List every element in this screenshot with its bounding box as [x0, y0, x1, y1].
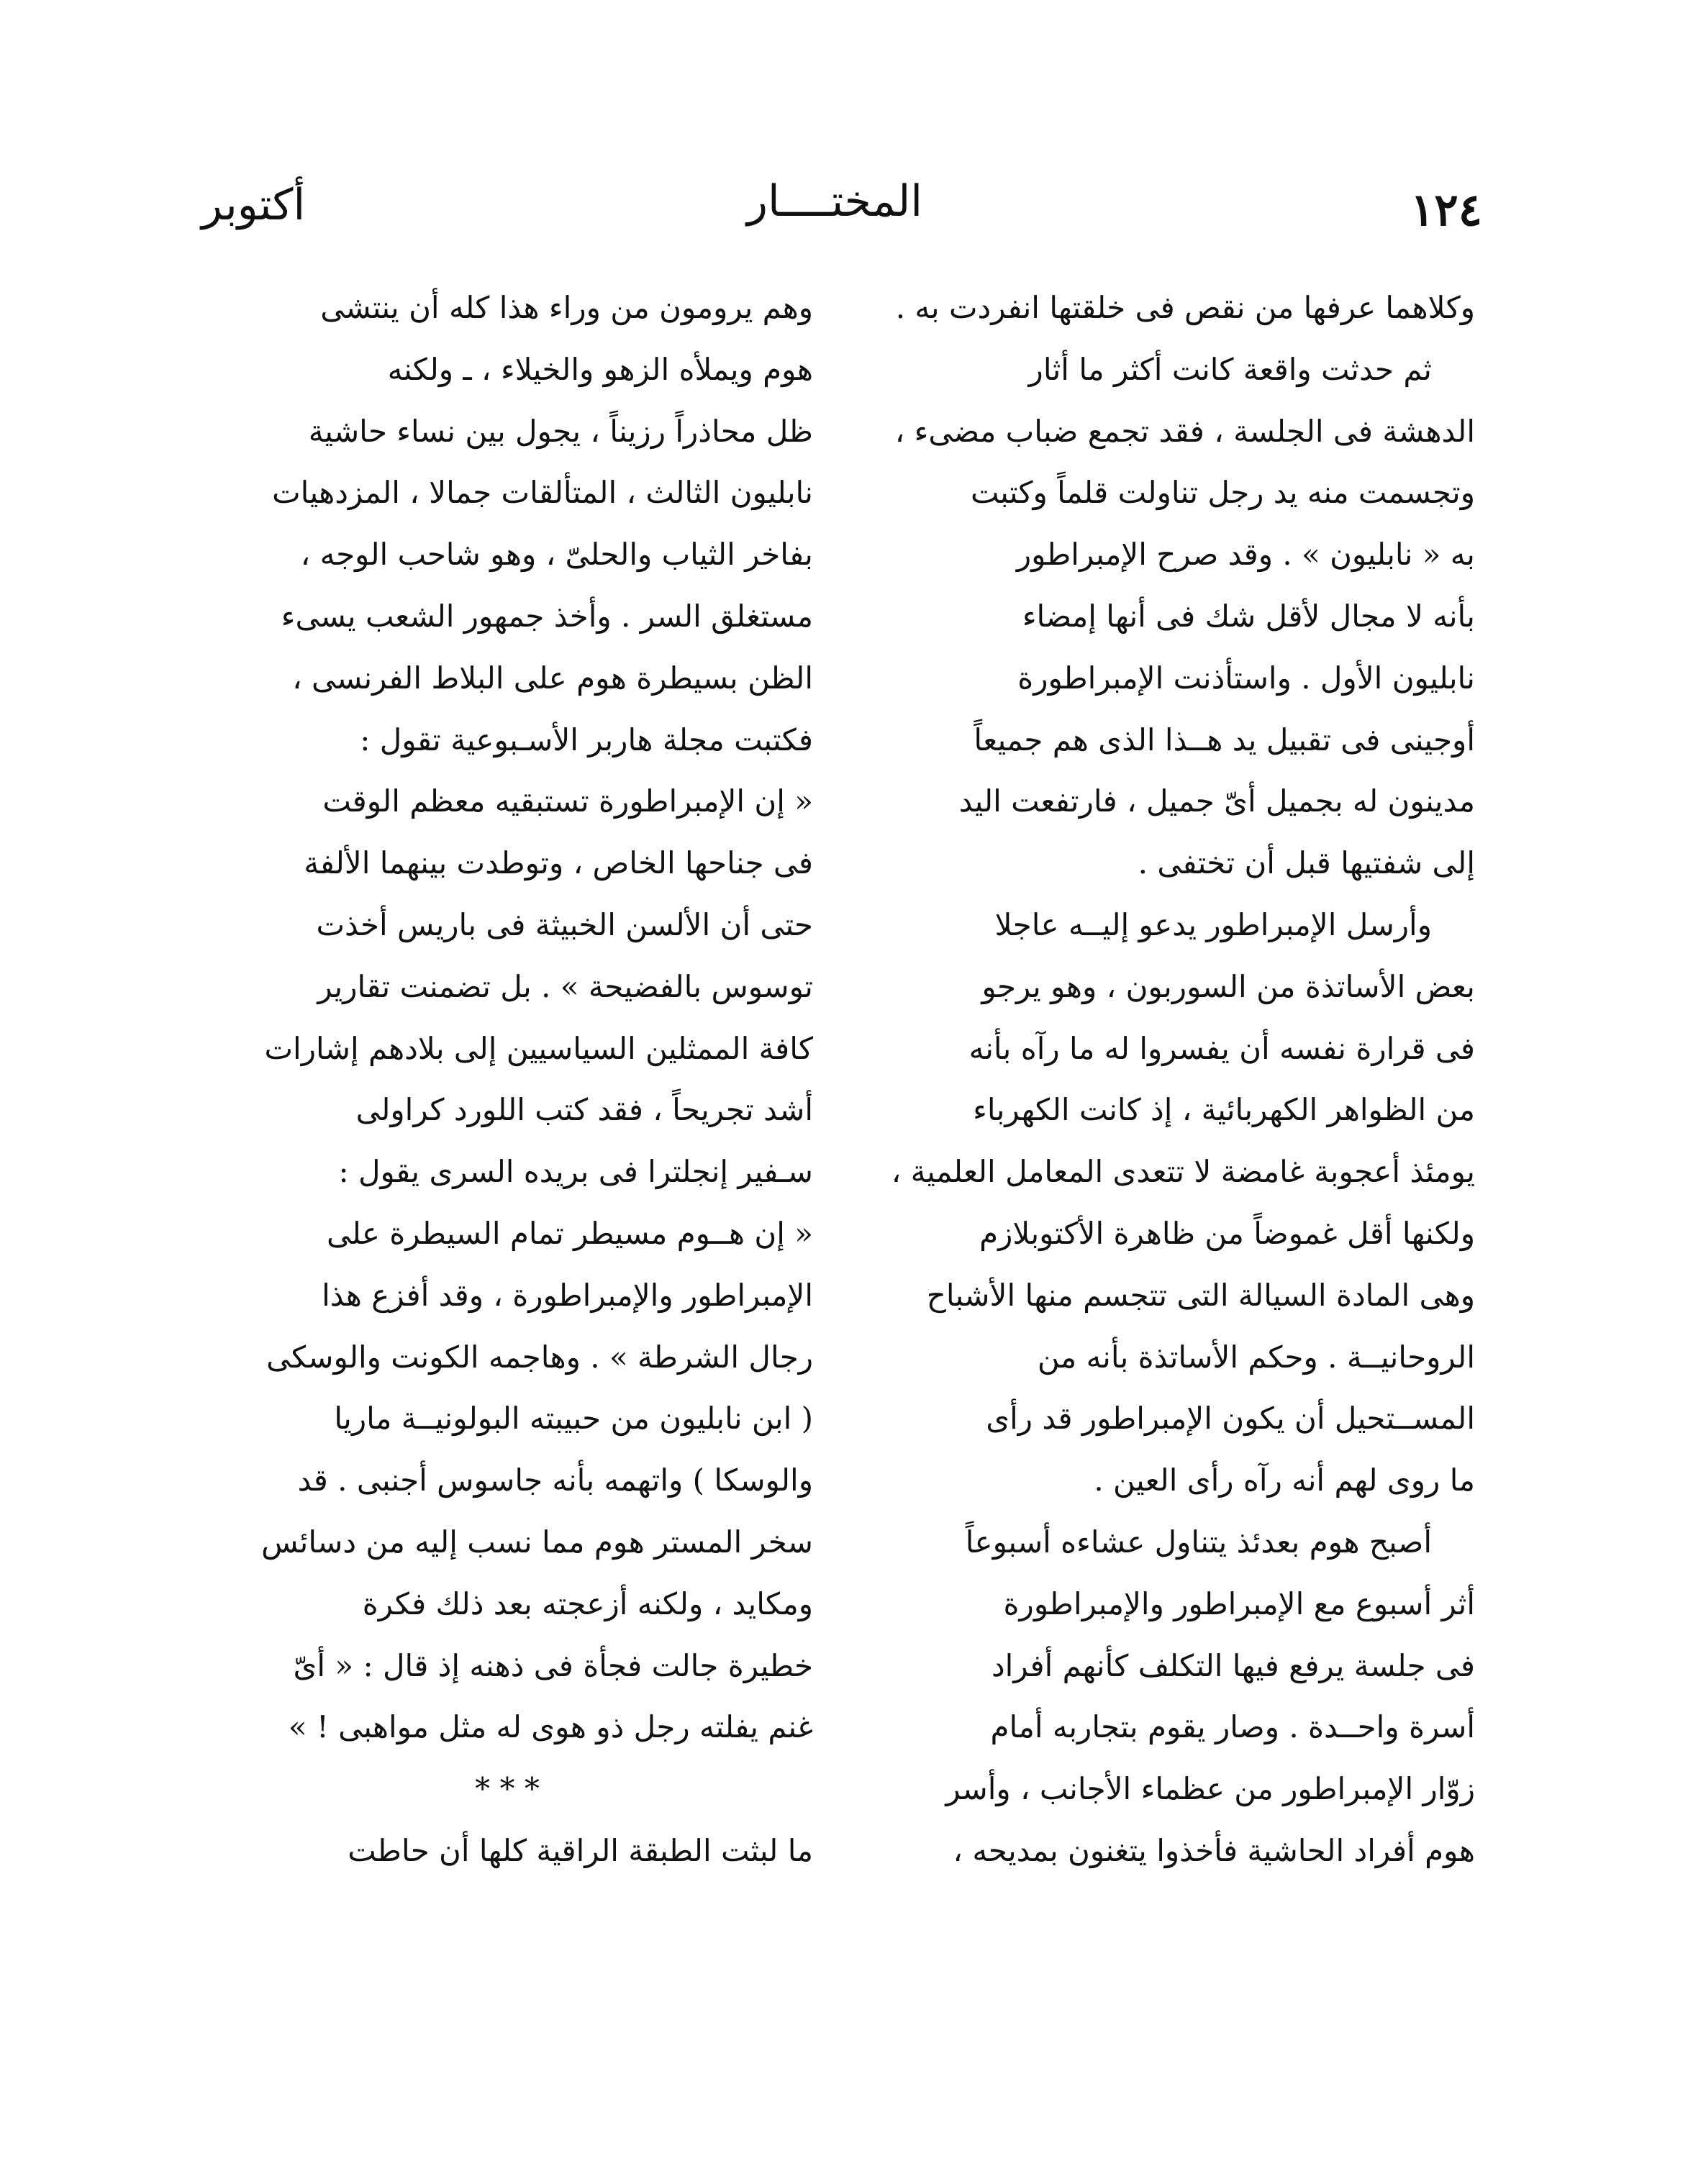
text-line: مدينون له بجميل أىّ جميل ، فارتفعت اليد: [958, 783, 1475, 819]
text-line: زوّار الإمبراطور من عظماء الأجانب ، وأسر: [945, 1771, 1475, 1807]
text-line: خطيرة جالت فجأة فى ذهنه إذ قال : « أىّ: [293, 1647, 813, 1683]
issue-month: أكتوبر: [201, 180, 306, 230]
text-line: أسرة واحــدة . وصار يقوم بتجاربه أمام: [990, 1709, 1475, 1745]
text-line: وأرسل الإمبراطور يدعو إليــه عاجلا: [994, 906, 1432, 942]
text-line: أثر أسبوع مع الإمبراطور والإمبراطورة: [1003, 1585, 1475, 1621]
text-line: وتجسمت منه يد رجل تناولت قلماً وكتبت: [970, 475, 1475, 511]
running-title: المختــــار: [746, 176, 923, 227]
text-line: نابليون الثالث ، المتألقات جمالا ، المزدهيات: [272, 475, 813, 511]
left-column: [201, 277, 813, 1882]
text-line: المســتحيل أن يكون الإمبراطور قد رأى: [986, 1401, 1475, 1437]
text-line: إلى شفتيها قبل أن تختفى .: [1138, 845, 1475, 881]
text-line: مستغلق السر . وأخذ جمهور الشعب يسىء: [281, 598, 813, 634]
text-line: من الظواهر الكهربائية ، إذ كانت الكهرباء: [973, 1092, 1475, 1128]
text-line: الروحانيــة . وحكم الأساتذة بأنه من: [1037, 1339, 1475, 1375]
section-separator: * * *: [475, 1771, 540, 1807]
text-line: بفاخر الثياب والحلىّ ، وهو شاحب الوجه ،: [300, 537, 813, 573]
text-line: وهى المادة السيالة التى تتجسم منها الأشباح: [926, 1277, 1475, 1313]
text-line: أصبح هوم بعدئذ يتناول عشاءه أسبوعاً: [965, 1524, 1432, 1560]
text-line: الدهشة فى الجلسة ، فقد تجمع ضباب مضىء ،: [894, 413, 1475, 449]
text-line: فى جلسة يرفع فيها التكلف كأنهم أفراد: [991, 1647, 1475, 1683]
text-line: « إن هــوم مسيطر تمام السيطرة على: [326, 1215, 813, 1251]
text-line: ولكنها أقل غموضاً من ظاهرة الأكتوبلازم: [979, 1215, 1475, 1251]
text-line: كافة الممثلين السياسيين إلى بلادهم إشارات: [264, 1030, 813, 1066]
text-line: وهم يرومون من وراء هذا كله أن ينتشى: [320, 290, 813, 325]
text-line: فى جناحها الخاص ، وتوطدت بينهما الألفة: [304, 845, 813, 881]
text-line: رجال الشرطة » . وهاجمه الكونت والوسكى: [266, 1339, 813, 1375]
text-line: أشد تجريحاً ، فقد كتب اللورد كراولى: [355, 1092, 813, 1128]
text-line: بأنه لا مجال لأقل شك فى أنها إمضاء: [1022, 598, 1475, 634]
text-line: ما روى لهم أنه رآه رأى العين .: [1094, 1462, 1475, 1498]
text-line: هوم أفراد الحاشية فأخذوا يتغنون بمديحه ،: [953, 1832, 1475, 1868]
text-line: توسوس بالفضيحة » . بل تضمنت تقارير: [317, 968, 813, 1004]
text-line: هوم ويملأه الزهو والخيلاء ، ـ ولكنه: [387, 351, 813, 387]
text-line: ثم حدثت واقعة كانت أكثر ما أثار: [1028, 351, 1432, 387]
text-line: الإمبراطور والإمبراطورة ، وقد أفزع هذا: [322, 1277, 813, 1313]
text-line: ما لبثت الطبقة الراقية كلها أن حاطت: [348, 1832, 813, 1868]
text-line: أوجينى فى تقبيل يد هــذا الذى هم جميعاً: [974, 722, 1475, 757]
page-number: ١٢٤: [1410, 183, 1482, 236]
text-line: ( ابن نابليون من حبيبته البولونيــة ماريا: [334, 1401, 813, 1437]
text-line: به « نابليون » . وقد صرح الإمبراطور: [1016, 537, 1475, 573]
text-line: والوسكا ) واتهمه بأنه جاسوس أجنبى . قد: [297, 1462, 813, 1498]
text-line: حتى أن الألسن الخبيثة فى باريس أخذت: [316, 906, 813, 942]
text-line: يومئذ أعجوبة غامضة لا تتعدى المعامل العلمية ،: [891, 1154, 1475, 1190]
text-line: بعض الأساتذة من السوربون ، وهو يرجو: [981, 968, 1475, 1004]
right-column: [874, 277, 1475, 1882]
text-line: فكتبت مجلة هاربر الأسـبوعية تقول :: [360, 722, 813, 757]
text-line: وكلاهما عرفها من نقص فى خلقتها انفردت به .: [895, 290, 1475, 325]
page-header: [187, 169, 1482, 248]
text-line: نابليون الأول . واستأذنت الإمبراطورة: [1017, 660, 1475, 696]
text-line: ظل محاذراً رزيناً ، يجول بين نساء حاشية: [308, 413, 813, 449]
text-line: سخر المستر هوم مما نسب إليه من دسائس: [261, 1524, 813, 1560]
text-line: الظن بسيطرة هوم على البلاط الفرنسى ،: [292, 660, 813, 696]
text-line: « إن الإمبراطورة تستبقيه معظم الوقت: [322, 783, 813, 819]
text-line: سـفير إنجلترا فى بريده السرى يقول :: [338, 1154, 813, 1190]
text-line: غنم يفلته رجل ذو هوى له مثل مواهبى ! »: [288, 1709, 813, 1745]
text-line: فى قرارة نفسه أن يفسروا له ما رآه بأنه: [968, 1030, 1475, 1066]
text-line: ومكايد ، ولكنه أزعجته بعد ذلك فكرة: [362, 1585, 813, 1621]
